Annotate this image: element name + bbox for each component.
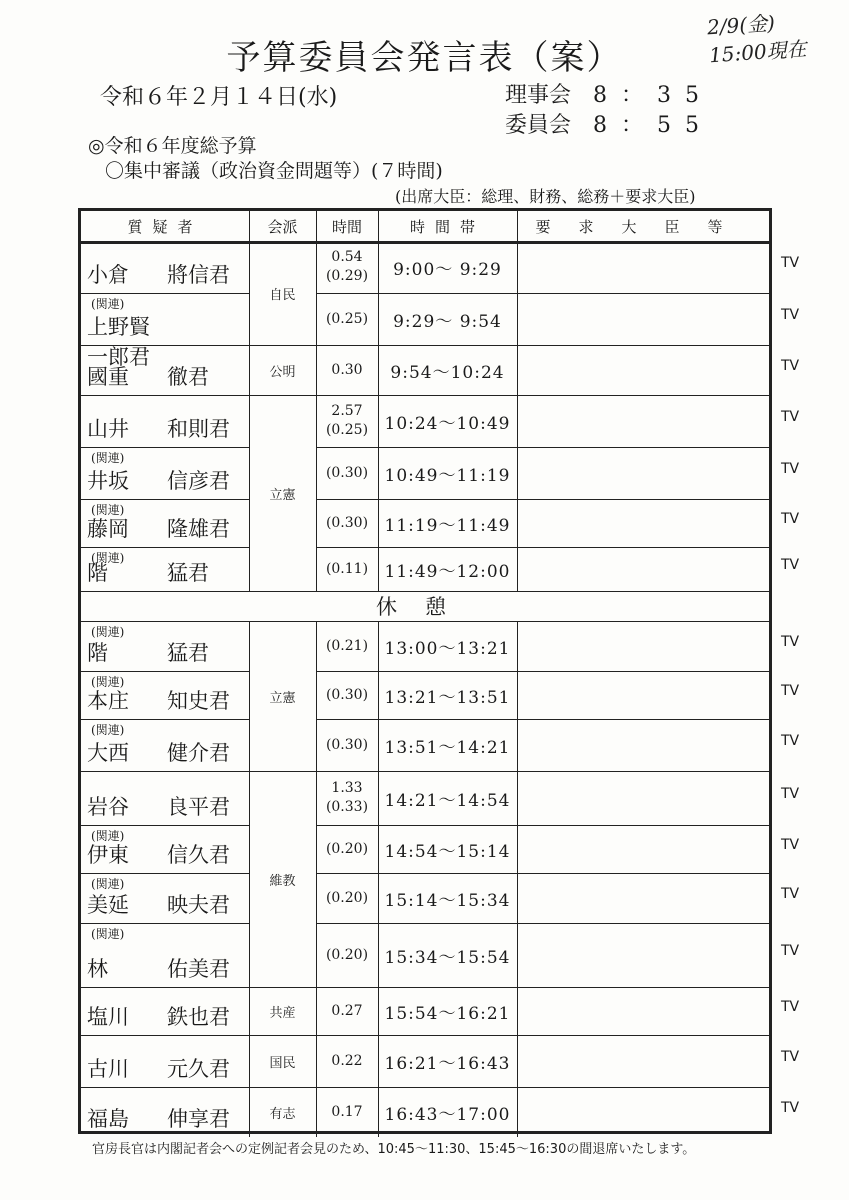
time-cell <box>316 241 378 293</box>
time-band-cell: 15:34～15:54 <box>384 947 511 968</box>
time-band-cell: 14:21～14:54 <box>384 790 511 811</box>
time-cell <box>316 293 378 345</box>
ministers-cell <box>517 547 769 591</box>
family-name: 國重 <box>87 365 129 389</box>
time-cell <box>316 873 378 923</box>
time-band-cell: 16:43～17:00 <box>384 1104 511 1125</box>
ministers-cell <box>517 825 769 873</box>
time-value: (0.25) <box>325 310 369 327</box>
time-cell <box>316 719 378 771</box>
row-divider <box>81 825 249 826</box>
row-divider <box>81 923 249 924</box>
family-name: 林 <box>87 957 108 981</box>
time-band-cell: 10:49～11:19 <box>384 465 511 486</box>
party-cell: 国民 <box>269 1055 296 1071</box>
given-name: 佑美君 <box>167 957 230 981</box>
kanren-label: (関連) <box>91 297 125 311</box>
time-cell <box>316 1087 378 1137</box>
party-cell: 立憲 <box>269 690 296 706</box>
family-name: 塩川 <box>87 1005 129 1029</box>
tv-mark: TV <box>781 786 800 802</box>
schedule-time: 8：35 <box>593 83 713 108</box>
schedule-label: 委員会 <box>505 113 572 138</box>
ministers-cell <box>517 499 769 547</box>
time-cell <box>316 547 378 591</box>
questioner-name <box>87 791 230 821</box>
given-name: 隆雄君 <box>167 517 230 541</box>
ministers-cell <box>517 447 769 499</box>
header-questioner: 質疑者 <box>127 217 203 236</box>
kanren-label: (関連) <box>91 829 125 843</box>
time-value: (0.20) <box>325 840 369 857</box>
ministers-cell <box>517 241 769 293</box>
family-name: 山井 <box>87 417 129 441</box>
schedule-label: 理事会 <box>505 83 572 108</box>
header-ministers: 要求大臣等 <box>535 217 751 236</box>
time-cell <box>316 671 378 719</box>
time-band-cell: 13:21～13:51 <box>384 687 511 708</box>
party-cell: 維教 <box>269 873 296 889</box>
questioner-name <box>87 953 230 983</box>
given-name: 將信君 <box>167 263 230 287</box>
ministers-cell <box>517 1087 769 1137</box>
time-value: 2.57 <box>331 403 363 419</box>
time-related: (0.25) <box>325 422 369 438</box>
given-name: 映夫君 <box>167 893 230 917</box>
time-cell <box>316 499 378 547</box>
time-value: 0.54 <box>331 249 363 265</box>
ministers-cell <box>517 395 769 447</box>
questioner-name <box>87 1103 230 1133</box>
kanren-label: (関連) <box>91 503 125 517</box>
row-divider <box>81 447 249 448</box>
tv-mark: TV <box>781 999 800 1015</box>
handwritten-note-time: 15:00現在 <box>708 36 808 68</box>
header-time: 時間 <box>331 217 362 236</box>
time-cell <box>316 987 378 1035</box>
tv-mark: TV <box>781 255 800 271</box>
time-value: (0.30) <box>325 464 369 481</box>
time-band-cell: 13:00～13:21 <box>384 638 511 659</box>
kanren-label: (関連) <box>91 927 125 941</box>
tv-mark: TV <box>781 886 800 902</box>
family-name: 美延 <box>87 893 129 917</box>
row-divider <box>81 547 249 548</box>
family-name: 岩谷 <box>87 795 129 819</box>
footer-note: 官房長官は内閣記者会への定例記者会見のため、10:45～11:30、15:45～16:30の間退席いたします。 <box>92 1142 696 1157</box>
family-name: 小倉 <box>87 263 129 287</box>
ministers-cell <box>517 873 769 923</box>
questioner-name <box>87 737 230 767</box>
time-cell <box>316 923 378 987</box>
given-name: 和則君 <box>167 417 230 441</box>
header-party: 会派 <box>267 217 298 236</box>
given-name: 元久君 <box>167 1057 230 1081</box>
time-value: (0.20) <box>325 946 369 963</box>
time-cell <box>316 621 378 671</box>
time-band-cell: 16:21～16:43 <box>384 1053 511 1074</box>
tv-mark: TV <box>781 943 800 959</box>
tv-mark: TV <box>781 461 800 477</box>
schedule-committee <box>505 108 713 139</box>
time-band-cell: 11:19～11:49 <box>384 515 511 536</box>
attendance-line: (出席大臣：総理、財務、総務＋要求大臣) <box>395 187 696 206</box>
speaker-table <box>78 208 772 1134</box>
ministers-cell <box>517 923 769 987</box>
given-name: 信彦君 <box>167 469 230 493</box>
ministers-cell <box>517 987 769 1035</box>
family-name: 上野賢一郎君 <box>87 315 150 369</box>
page-title: 予算委員会発言表（案） <box>226 38 623 78</box>
given-name: 猛君 <box>167 561 209 585</box>
time-band-cell: 9:29～ 9:54 <box>393 311 502 332</box>
tv-mark: TV <box>781 409 800 425</box>
break-row: 休憩 <box>376 595 474 619</box>
time-value: 0.27 <box>331 1002 363 1019</box>
time-value: (0.30) <box>325 686 369 703</box>
kanren-label: (関連) <box>91 451 125 465</box>
party-cell: 有志 <box>269 1106 296 1122</box>
ministers-cell <box>517 1035 769 1087</box>
given-name: 伸享君 <box>167 1107 230 1131</box>
tv-mark: TV <box>781 1049 800 1065</box>
ministers-cell <box>517 771 769 825</box>
time-band-cell: 11:49～12:00 <box>384 561 511 582</box>
family-name: 本庄 <box>87 689 129 713</box>
family-name: 伊東 <box>87 843 129 867</box>
party-cell: 立憲 <box>269 487 296 503</box>
session-line: 〇集中審議（政治資金問題等）(７時間) <box>105 160 443 182</box>
kanren-label: (関連) <box>91 625 125 639</box>
time-value: 0.30 <box>331 361 363 378</box>
party-cell: 自民 <box>269 287 296 303</box>
questioner-name <box>87 637 209 667</box>
given-name: 信久君 <box>167 843 230 867</box>
questioner-name <box>87 1001 230 1031</box>
given-name: 健介君 <box>167 741 230 765</box>
row-divider <box>81 719 249 720</box>
time-band-cell: 15:54～16:21 <box>384 1003 511 1024</box>
kanren-label: (関連) <box>91 675 125 689</box>
row-divider <box>81 873 249 874</box>
given-name: 猛君 <box>167 641 209 665</box>
family-name: 階 <box>87 641 108 665</box>
party-cell: 共産 <box>269 1005 296 1021</box>
budget-line: ◎令和６年度総予算 <box>88 135 257 157</box>
tv-mark: TV <box>781 837 800 853</box>
family-name: 藤岡 <box>87 517 129 541</box>
tv-mark: TV <box>781 511 800 527</box>
row-divider <box>81 499 249 500</box>
time-value: (0.30) <box>325 736 369 753</box>
schedule-time: 8：55 <box>593 113 713 138</box>
time-related: (0.33) <box>325 799 369 815</box>
row-divider <box>81 671 249 672</box>
time-value: (0.20) <box>325 889 369 906</box>
questioner-name <box>87 889 230 919</box>
ministers-cell <box>517 671 769 719</box>
time-band-cell: 10:24～10:49 <box>384 413 511 434</box>
questioner-name <box>87 685 230 715</box>
time-band-cell: 14:54～15:14 <box>384 841 511 862</box>
questioner-name <box>87 557 209 587</box>
meeting-date: 令和６年２月１４日(水) <box>100 85 338 110</box>
time-value: (0.30) <box>325 514 369 531</box>
row-divider <box>81 293 249 294</box>
tv-mark: TV <box>781 634 800 650</box>
time-cell <box>316 771 378 825</box>
time-value: (0.21) <box>325 637 369 654</box>
time-band-cell: 13:51～14:21 <box>384 737 511 758</box>
given-name: 知史君 <box>167 689 230 713</box>
tv-mark: TV <box>781 733 800 749</box>
questioner-name <box>87 513 230 543</box>
time-value: 0.22 <box>331 1052 363 1069</box>
questioner-name <box>87 839 230 869</box>
kanren-label: (関連) <box>91 551 125 565</box>
time-cell <box>316 447 378 499</box>
time-value: (0.11) <box>325 560 369 577</box>
tv-mark: TV <box>781 358 800 374</box>
tv-mark: TV <box>781 307 800 323</box>
time-related: (0.29) <box>325 268 369 284</box>
questioner-name <box>87 361 209 391</box>
handwritten-note <box>706 7 807 70</box>
ministers-cell <box>517 345 769 395</box>
family-name: 井坂 <box>87 469 129 493</box>
party-cell: 公明 <box>269 364 296 380</box>
time-cell <box>316 825 378 873</box>
time-band-cell: 15:14～15:34 <box>384 890 511 911</box>
given-name: 徹君 <box>167 365 209 389</box>
tv-mark: TV <box>781 557 800 573</box>
given-name: 良平君 <box>167 795 230 819</box>
family-name: 階 <box>87 561 108 585</box>
time-cell <box>316 345 378 395</box>
ministers-cell <box>517 293 769 345</box>
family-name: 古川 <box>87 1057 129 1081</box>
time-value: 0.17 <box>331 1103 363 1120</box>
handwritten-note-date: 2/9(金) <box>706 10 776 40</box>
family-name: 福島 <box>87 1107 129 1131</box>
family-name: 大西 <box>87 741 129 765</box>
kanren-label: (関連) <box>91 877 125 891</box>
questioner-name <box>87 1053 230 1083</box>
schedule-board <box>505 78 713 109</box>
time-band-cell: 9:00～ 9:29 <box>393 259 502 280</box>
questioner-name <box>87 465 230 495</box>
tv-mark: TV <box>781 683 800 699</box>
questioner-name <box>87 259 230 289</box>
given-name: 鉄也君 <box>167 1005 230 1029</box>
kanren-label: (関連) <box>91 723 125 737</box>
time-cell <box>316 1035 378 1087</box>
ministers-cell <box>517 719 769 771</box>
tv-mark: TV <box>781 1100 800 1116</box>
time-band-cell: 9:54～10:24 <box>390 362 505 383</box>
header-band: 時間帯 <box>409 217 485 236</box>
time-value: 1.33 <box>331 780 363 796</box>
questioner-name <box>87 413 230 443</box>
time-cell <box>316 395 378 447</box>
ministers-cell <box>517 621 769 671</box>
